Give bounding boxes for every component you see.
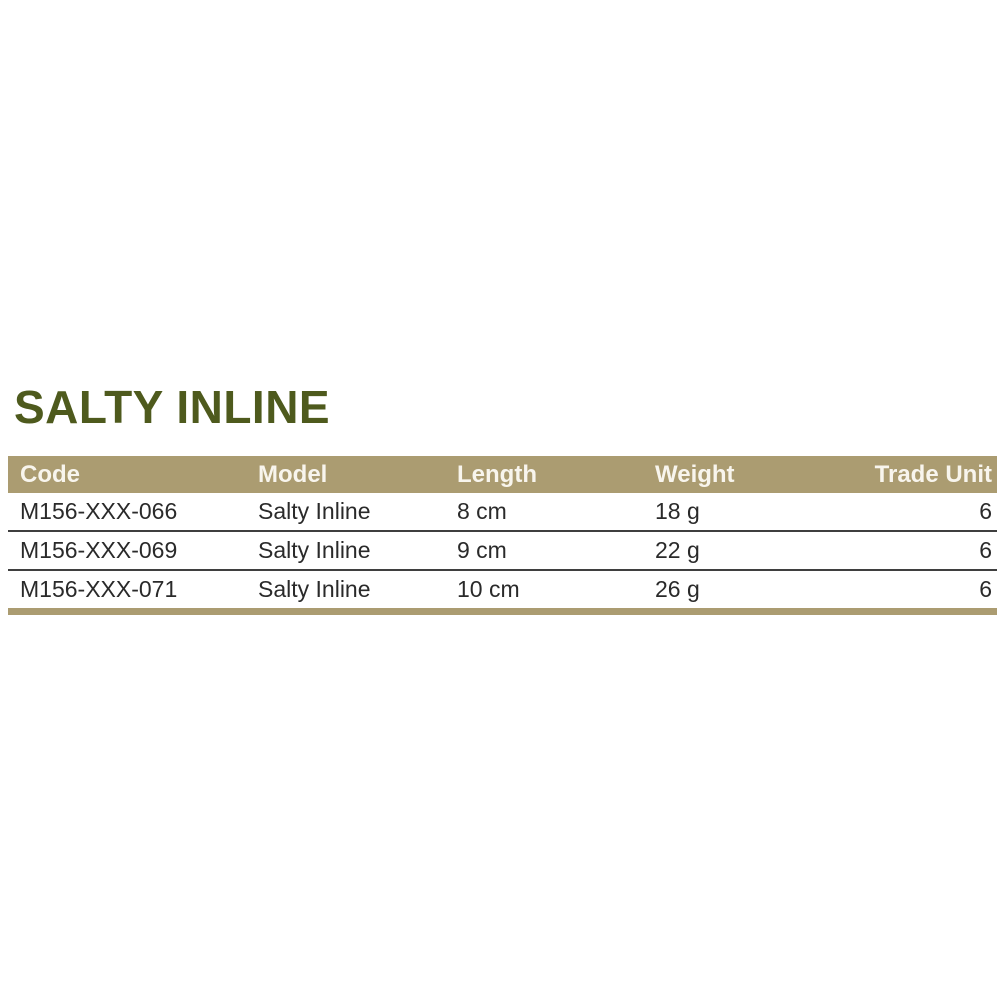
cell-trade-unit: 6 <box>979 576 992 602</box>
product-table <box>8 456 997 615</box>
cell-length: 9 cm <box>457 537 507 563</box>
column-header-model: Model <box>258 460 328 488</box>
cell-length: 8 cm <box>457 498 507 524</box>
table-row <box>8 569 997 608</box>
cell-model: Salty Inline <box>258 576 371 602</box>
table-body <box>8 493 997 608</box>
cell-code: M156-XXX-069 <box>20 537 178 563</box>
cell-model: Salty Inline <box>258 498 371 524</box>
column-header-length: Length <box>457 460 537 488</box>
cell-code: M156-XXX-071 <box>20 576 178 602</box>
cell-length: 10 cm <box>457 576 520 602</box>
cell-weight: 18 g <box>655 498 700 524</box>
table-bottom-border <box>8 608 997 615</box>
column-header-trade-unit: Trade Unit <box>874 460 992 488</box>
cell-code: M156-XXX-066 <box>20 498 178 524</box>
cell-trade-unit: 6 <box>979 537 992 563</box>
column-header-weight: Weight <box>655 460 735 488</box>
column-header-code: Code <box>20 460 80 488</box>
cell-weight: 22 g <box>655 537 700 563</box>
cell-trade-unit: 6 <box>979 498 992 524</box>
table-header-row <box>8 456 997 493</box>
table-row <box>8 493 997 530</box>
cell-model: Salty Inline <box>258 537 371 563</box>
page-title: SALTY INLINE <box>14 381 331 433</box>
cell-weight: 26 g <box>655 576 700 602</box>
table-row <box>8 530 997 569</box>
